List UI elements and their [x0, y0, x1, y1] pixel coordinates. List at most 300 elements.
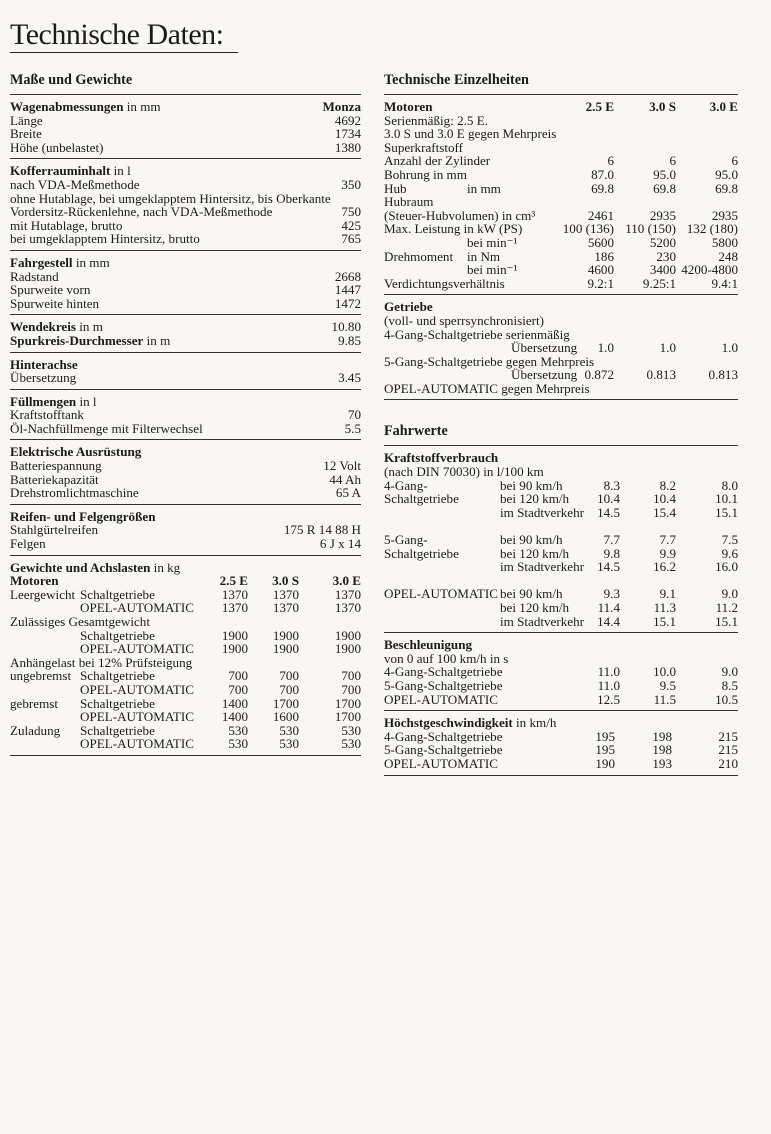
block-gewichte [10, 556, 361, 755]
table-row [384, 492, 738, 506]
block-getriebe [384, 295, 738, 399]
row-value: 44 Ah [329, 471, 361, 487]
row-label: Schaltgetriebe [384, 545, 459, 561]
table-row [384, 757, 738, 771]
block-unit: in mm [72, 254, 110, 270]
row-label: 5-Gang-Schaltgetriebe [384, 677, 503, 693]
row-label: Wendekreis [10, 319, 76, 335]
row-label: Batteriekapazität [10, 471, 99, 487]
table-row [384, 114, 738, 128]
value-col-3: 4200-4800 [681, 262, 738, 278]
value-col-3: 215 [718, 728, 738, 744]
list-item [10, 127, 361, 141]
row-label: Breite [10, 126, 42, 142]
value-col-2: 9.9 [659, 545, 676, 561]
value-col-2: 16.2 [653, 559, 676, 575]
table-row [10, 724, 361, 738]
value-col-2: 230 [656, 248, 676, 264]
value-col-1: 0.872 [584, 367, 614, 383]
row-label: 4-Gang-Schaltgetriebe [384, 664, 503, 680]
value-col-2: 1370 [272, 586, 299, 602]
row-sublabel: OPEL-AUTOMATIC [80, 709, 194, 725]
value-col-3: 530 [341, 736, 361, 752]
table-row [384, 182, 738, 196]
value-col-1: 12.5 [597, 691, 620, 707]
value-col-3: 15.1 [715, 613, 738, 629]
table-row [384, 693, 738, 707]
table-row [10, 710, 361, 724]
value-col-3: 9.6 [721, 545, 738, 561]
table-row [384, 277, 738, 291]
row-label: Vordersitz-Rückenlehne, nach VDA-Meßmethode [10, 204, 273, 220]
block-reifen [10, 505, 361, 555]
value-col-2: 1900 [272, 627, 299, 643]
block-fuellmengen [10, 390, 361, 440]
block-subtitle [384, 652, 738, 666]
column-head-25e: 2.5 E [219, 573, 248, 589]
row-label: Höhe (unbelastet) [10, 139, 104, 155]
table-row [384, 533, 738, 547]
row-label: Übersetzung [10, 370, 77, 386]
value-col-1: 14.5 [597, 504, 620, 520]
row-value: 1734 [334, 126, 361, 142]
row-sublabel: in Nm [467, 248, 501, 264]
value-col-2: 1600 [272, 709, 299, 725]
block-head [10, 510, 361, 524]
row-label: Max. Leistung in kW (PS) [384, 221, 523, 237]
value-col-1: 1900 [221, 627, 248, 643]
block-motoren [384, 95, 738, 294]
value-col-1: 195 [595, 728, 615, 744]
consumption-table [384, 479, 738, 629]
block-title: Kofferrauminhalt [10, 163, 111, 179]
table-row [384, 236, 738, 250]
block-hinterachse [10, 353, 361, 389]
value-col-2: 69.8 [653, 180, 676, 196]
row-label: Hubraum [384, 194, 434, 210]
row-label: (voll- und sperrsynchronisiert) [384, 312, 544, 328]
block-head [10, 100, 361, 114]
table-row [384, 222, 738, 236]
block-elektrik [10, 440, 361, 503]
row-sublabel: bei 90 km/h [500, 586, 563, 602]
block-subtitle-text: (nach DIN 70030) in l/100 km [384, 464, 544, 480]
divider [384, 775, 738, 776]
table-row [384, 168, 738, 182]
table-row [384, 547, 738, 561]
value-col-1: 700 [228, 668, 248, 684]
value-col-2: 1900 [272, 641, 299, 657]
list-item [10, 371, 361, 385]
table-row [384, 263, 738, 277]
table-row [384, 615, 738, 629]
table-row [10, 683, 361, 697]
row-label: Kraftstofftank [10, 407, 84, 423]
row-label: ungebremst [10, 668, 72, 684]
value-col-2: 11.5 [653, 691, 676, 707]
column-head-30s: 3.0 S [272, 573, 299, 589]
table-row [384, 141, 738, 155]
value-col-1: 6 [607, 153, 614, 169]
list-item [10, 297, 361, 311]
row-value: 70 [347, 407, 361, 423]
block-head [384, 451, 738, 465]
table-row [384, 587, 738, 601]
value-col-1: 7.7 [603, 532, 620, 548]
value-col-3: 1370 [334, 586, 361, 602]
column-head-30e: 3.0 E [332, 573, 361, 589]
value-col-3: 9.0 [721, 664, 738, 680]
value-col-1: 10.4 [597, 491, 620, 507]
value-col-2: 8.2 [659, 477, 676, 493]
acceleration-table [384, 665, 738, 706]
table-header [10, 574, 361, 588]
block-title: Getriebe [384, 299, 433, 315]
row-value: 1380 [334, 139, 361, 155]
row-value: 750 [341, 204, 361, 220]
value-col-3: 1700 [334, 709, 361, 725]
row-value: 1447 [334, 282, 361, 298]
value-col-1: 1370 [221, 586, 248, 602]
row-label: mit Hutablage, brutto [10, 217, 123, 233]
row-label: Zulässiges Gesamtgewicht [10, 614, 150, 629]
row-label: bei umgeklapptem Hintersitz, brutto [10, 231, 200, 247]
value-col-3: 5800 [711, 234, 738, 250]
left-column [10, 71, 361, 756]
value-col-1: 11.4 [597, 600, 620, 615]
row-label: Spurweite vorn [10, 282, 91, 298]
row-label: (Steuer-Hubvolumen) in cm³ [384, 207, 536, 223]
value-col-3: 700 [341, 668, 361, 684]
value-col-1: 14.4 [597, 613, 620, 629]
row-label: OPEL-AUTOMATIC [384, 691, 498, 707]
block-head [384, 300, 738, 314]
row-unit: in m [143, 332, 171, 348]
table-row [10, 642, 361, 656]
value-col-1: 530 [228, 736, 248, 752]
value-col-3: 700 [341, 681, 361, 697]
value-col-3: 9.0 [721, 586, 738, 602]
value-col-2: 9.25:1 [642, 275, 676, 291]
table-row [384, 574, 738, 588]
value-col-3: 1.0 [721, 340, 738, 356]
table-row [10, 615, 361, 629]
block-abmessungen [10, 95, 361, 158]
row-value: 425 [341, 217, 361, 233]
list-item [10, 283, 361, 297]
value-col-1: 8.3 [603, 477, 620, 493]
section-heading: Fahrwerte [384, 423, 448, 440]
list-item [10, 537, 361, 551]
value-col-2: 5200 [649, 234, 676, 250]
table-row [384, 209, 738, 223]
table-row [384, 665, 738, 679]
value-col-2: 9.5 [659, 677, 676, 693]
row-sublabel: OPEL-AUTOMATIC [80, 681, 194, 697]
value-col-1: 1900 [221, 641, 248, 657]
block-kofferraum [10, 159, 361, 250]
column-head-30e: 3.0 E [709, 99, 738, 114]
row-label: OPEL-AUTOMATIC [384, 586, 498, 602]
value-col-1: 69.8 [591, 180, 614, 196]
row-label: Drehstromlichtmaschine [10, 485, 139, 501]
row-label: 5-Gang- [384, 532, 428, 548]
row-sublabel: bei min⁻¹ [467, 234, 518, 250]
row-unit: in m [75, 319, 103, 335]
block-title: Hinterachse [10, 356, 78, 372]
row-sublabel: Schaltgetriebe [80, 722, 155, 738]
list-item [10, 422, 361, 436]
list-item [10, 473, 361, 487]
block-title: Reifen- und Felgengrößen [10, 508, 156, 524]
list-item [10, 408, 361, 422]
value-col-1: 4600 [587, 262, 614, 278]
row-label: Anhängelast bei 12% Prüfsteigung [10, 654, 193, 670]
value-col-2: 15.4 [653, 504, 676, 520]
list-item [10, 523, 361, 537]
row-sublabel: bei 120 km/h [500, 545, 570, 561]
row-sublabel: im Stadtverkehr [500, 559, 584, 575]
row-value: 10.80 [331, 319, 361, 335]
row-label: Stahlgürtelreifen [10, 522, 98, 538]
block-title: Fahrgestell [10, 254, 73, 270]
table-row [384, 127, 738, 141]
value-col-1: 87.0 [591, 166, 614, 182]
row-label: ohne Hutablage, bei umgeklapptem Hintersitz, bis Oberkante [10, 190, 331, 206]
table-row [10, 588, 361, 602]
value-col-3: 1700 [334, 695, 361, 711]
row-value: 9.85 [338, 332, 361, 348]
row-sublabel: bei 120 km/h [500, 491, 570, 507]
topspeed-table [384, 730, 738, 771]
value-col-1: 700 [228, 681, 248, 697]
right-column [384, 71, 738, 776]
value-col-2: 9.1 [659, 586, 676, 602]
row-label: Spurkreis-Durchmesser [10, 332, 144, 348]
engine-table [384, 114, 738, 291]
value-col-3: 16.0 [715, 559, 738, 575]
block-head [384, 638, 738, 652]
table-row [384, 341, 738, 355]
row-label: 5-Gang-Schaltgetriebe [384, 742, 503, 758]
value-col-1: 9.2:1 [587, 275, 614, 291]
list-item [10, 270, 361, 284]
value-col-2: 193 [652, 755, 672, 771]
row-label: Felgen [10, 536, 46, 552]
value-col-1: 1370 [221, 600, 248, 616]
row-label: Verdichtungsverhältnis [384, 275, 505, 291]
value-col-2: 700 [279, 681, 299, 697]
block-unit: in km/h [512, 715, 557, 731]
row-label: Drehmoment [384, 248, 454, 264]
value-col-2: 10.4 [653, 491, 676, 507]
row-label: Zuladung [10, 722, 61, 738]
row-label: Superkraftstoff [384, 139, 464, 155]
table-row [384, 154, 738, 168]
row-label: Leergewicht [10, 586, 76, 602]
row-value: 175 R 14 88 H [283, 522, 361, 538]
value-col-2: 1700 [272, 695, 299, 711]
value-col-1: 5600 [587, 234, 614, 250]
value-col-3: 210 [718, 755, 738, 771]
row-label: Hub [384, 180, 407, 196]
row-value: 1472 [334, 295, 361, 311]
row-sublabel: bei 90 km/h [500, 477, 563, 493]
table-header [384, 100, 738, 114]
value-col-2: 198 [652, 728, 672, 744]
section-heading: Technische Einzelheiten [384, 72, 529, 88]
list-item [10, 486, 361, 500]
value-col-3: 530 [341, 722, 361, 738]
value-col-3: 15.1 [715, 504, 738, 520]
block-title: Füllmengen [10, 393, 77, 409]
value-col-3: 8.5 [721, 677, 738, 693]
value-col-2: 6 [669, 153, 676, 169]
table-row [384, 355, 738, 369]
list-item [10, 459, 361, 473]
value-col-1: 9.8 [603, 545, 620, 561]
row-label: 4-Gang-Schaltgetriebe [384, 728, 503, 744]
block-wendekreis [10, 315, 361, 351]
page-title: Technische Daten: [10, 18, 224, 51]
row-sublabel: Übersetzung [511, 340, 578, 356]
row-value: 2668 [334, 268, 361, 284]
value-col-2: 10.0 [653, 664, 676, 680]
block-unit: in l [76, 393, 97, 409]
row-value: 5.5 [344, 420, 361, 436]
row-sublabel: in mm [467, 180, 501, 196]
value-col-2: 700 [279, 668, 299, 684]
value-col-3: 6 [731, 153, 738, 169]
table-row [384, 560, 738, 574]
value-col-2: 0.813 [646, 367, 676, 383]
row-sublabel: bei min⁻¹ [467, 262, 518, 278]
spacer [384, 400, 738, 422]
section-heading: Maße und Gewichte [10, 72, 133, 88]
row-label: Anzahl der Zylinder [384, 153, 491, 169]
value-col-2: 1.0 [659, 340, 676, 356]
table-row [10, 737, 361, 751]
row-label: OPEL-AUTOMATIC [384, 755, 498, 771]
block-fahrgestell [10, 251, 361, 314]
row-sublabel: im Stadtverkehr [500, 613, 584, 629]
value-col-1: 530 [228, 722, 248, 738]
column-head-30s: 3.0 S [649, 99, 676, 114]
value-col-3: 95.0 [715, 166, 738, 182]
value-col-3: 248 [718, 248, 738, 264]
block-head [10, 561, 361, 575]
block-head [10, 358, 361, 372]
row-sublabel: im Stadtverkehr [500, 504, 584, 520]
value-col-3: 69.8 [715, 180, 738, 196]
value-col-1: 100 (136) [562, 221, 614, 237]
table-row [10, 629, 361, 643]
row-label: Öl-Nachfüllmenge mit Filterwechsel [10, 420, 203, 436]
row-sublabel: Schaltgetriebe [80, 695, 155, 711]
weights-table [10, 588, 361, 751]
value-col-1: 190 [595, 755, 615, 771]
value-col-1: 1400 [221, 709, 248, 725]
value-col-1: 2461 [587, 207, 614, 223]
value-col-3: 0.813 [708, 367, 738, 383]
row-sublabel: Schaltgetriebe [80, 627, 155, 643]
row-label: Bohrung in mm [384, 166, 467, 182]
block-subtitle-text: von 0 auf 100 km/h in s [384, 650, 509, 666]
value-col-3: 8.0 [721, 477, 738, 493]
table-row [384, 328, 738, 342]
value-col-1: 195 [595, 742, 615, 758]
value-col-3: 11.2 [715, 600, 738, 615]
block-title: Gewichte und Achslasten [10, 559, 151, 575]
value-col-2: 110 (150) [625, 221, 676, 237]
value-col-2: 7.7 [659, 532, 676, 548]
row-label: nach VDA-Meßmethode [10, 176, 140, 192]
table-row [384, 506, 738, 520]
value-col-2: 530 [279, 722, 299, 738]
value-col-2: 3400 [649, 262, 676, 278]
value-col-1: 11.0 [597, 677, 620, 693]
value-col-3: 1900 [334, 641, 361, 657]
row-label: Spurweite hinten [10, 295, 100, 311]
row-label: gebremst [10, 695, 58, 711]
row-sublabel: OPEL-AUTOMATIC [80, 641, 194, 657]
table-row [10, 697, 361, 711]
block-title: Höchstgeschwindigkeit [384, 715, 513, 731]
value-col-3: 1370 [334, 600, 361, 616]
value-col-2: 15.1 [653, 613, 676, 629]
table-row [10, 669, 361, 683]
row-label: 5-Gang-Schaltgetriebe gegen Mehrpreis [384, 353, 595, 369]
list-item [10, 205, 361, 219]
block-title: Beschleunigung [384, 637, 473, 653]
row-value: 6 J x 14 [319, 536, 361, 552]
table-row [10, 601, 361, 615]
row-sublabel: bei 90 km/h [500, 532, 563, 548]
row-label: Batteriespannung [10, 458, 102, 474]
block-verbrauch [384, 446, 738, 632]
column-label: Motoren [10, 573, 59, 589]
gearbox-table [384, 314, 738, 396]
block-title: Wagenabmessungen [10, 99, 124, 114]
row-value: 350 [341, 176, 361, 192]
value-col-3: 9.4:1 [711, 275, 738, 291]
value-col-3: 1900 [334, 627, 361, 643]
title-underline [10, 52, 238, 53]
row-sublabel: bei 120 km/h [500, 600, 570, 615]
value-col-3: 10.5 [715, 691, 738, 707]
table-row [384, 479, 738, 493]
table-row [384, 368, 738, 382]
table-row [384, 730, 738, 744]
block-subtitle [384, 465, 738, 479]
row-value: 65 A [335, 485, 361, 501]
row-sublabel: Schaltgetriebe [80, 668, 155, 684]
row-label: Radstand [10, 268, 59, 284]
block-unit: in mm [123, 99, 161, 114]
list-item [10, 320, 361, 334]
list-item [10, 334, 361, 348]
block-hoechstgeschwindigkeit [384, 711, 738, 774]
value-col-2: 11.3 [653, 600, 676, 615]
value-col-2: 530 [279, 736, 299, 752]
value-col-3: 10.1 [715, 491, 738, 507]
value-col-3: 2935 [711, 207, 738, 223]
value-col-1: 14.5 [597, 559, 620, 575]
table-row [384, 314, 738, 328]
row-label: Schaltgetriebe [384, 491, 459, 507]
row-label: 3.0 S und 3.0 E gegen Mehrpreis [384, 126, 557, 142]
table-row [384, 601, 738, 615]
